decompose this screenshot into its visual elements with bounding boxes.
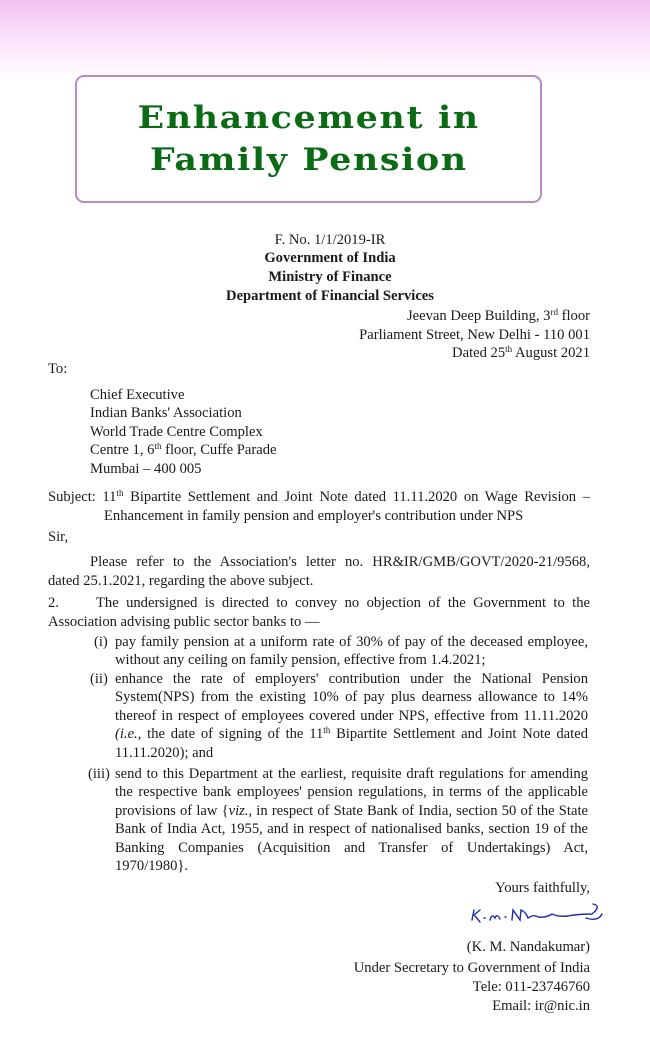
address-line-1: Jeevan Deep Building, 3rd floor xyxy=(406,307,590,324)
recipient-line: Chief Executive xyxy=(90,387,185,403)
item-line: enhance the rate of employers' contribution under the National Pension xyxy=(115,671,588,687)
government-heading: Government of India xyxy=(264,250,396,266)
item-line: send to this Department at the earliest, requisite draft regulations for amending xyxy=(115,766,588,782)
paragraph-2-line: The undersigned is directed to convey no objection of the Government to the xyxy=(96,595,590,611)
title-banner xyxy=(75,75,542,203)
paragraph-2-number: 2. xyxy=(48,595,59,611)
paragraph-1-line: dated 25.1.2021, regarding the above subject. xyxy=(48,573,314,589)
recipient-city: Mumbai – 400 005 xyxy=(90,461,202,477)
subject-line-2: Enhancement in family pension and employer's contribution under NPS xyxy=(104,508,524,524)
address-line-2: Parliament Street, New Delhi - 110 001 xyxy=(359,327,590,343)
item-line: System(NPS) from the existing 10% of pay plus dearness allowance to 14% xyxy=(115,689,588,705)
banner-title-line-2: Family Pension xyxy=(149,142,468,178)
recipient-line: Centre 1, 6th floor, Cuffe Parade xyxy=(90,441,277,458)
signatory-name: (K. M. Nandakumar) xyxy=(466,939,590,955)
item-marker: (ii) xyxy=(90,671,108,687)
item-line: pay family pension at a uniform rate of 30% of pay of the deceased employee, xyxy=(115,634,588,650)
valediction: Yours faithfully, xyxy=(495,880,590,896)
signature xyxy=(468,898,608,928)
department-heading: Department of Financial Services xyxy=(226,288,434,304)
recipient-line: Indian Banks' Association xyxy=(90,405,242,421)
header-gradient-band xyxy=(0,0,650,80)
item-line: provisions of law {viz., in respect of State Bank of India, section 50 of the State xyxy=(115,803,588,819)
paragraph-2-line: Association advising public sector banks to — xyxy=(48,614,320,630)
item-line: 1970/1980}. xyxy=(115,858,189,874)
ministry-heading: Ministry of Finance xyxy=(268,269,392,285)
banner-title-line-1: Enhancement in xyxy=(137,100,480,136)
item-line: 11.11.2020); and xyxy=(115,745,214,761)
subject-line-1: Subject: 11th Bipartite Settlement and Joint Note dated 11.11.2020 on Wage Revision – xyxy=(48,488,590,505)
letter-date: Dated 25th August 2021 xyxy=(452,344,590,361)
item-marker: (iii) xyxy=(88,766,110,782)
salutation: Sir, xyxy=(48,529,69,545)
to-label: To: xyxy=(48,361,68,377)
item-line: without any ceiling on family pension, effective from 1.4.2021; xyxy=(115,652,486,668)
item-line: Banking Companies (Acquisition and Transfer of Undertakings) Act, xyxy=(115,840,588,856)
paragraph-1-line: Please refer to the Association's letter no. HR&IR/GMB/GOVT/2020-21/9568, xyxy=(90,554,590,570)
recipient-line: World Trade Centre Complex xyxy=(90,424,263,440)
signatory-designation: Under Secretary to Government of India xyxy=(353,960,590,976)
item-line: thereof in respect of employees covered under NPS, effective from 11.11.2020 xyxy=(115,708,588,724)
item-line: (i.e., the date of signing of the 11th Bipartite Settlement and Joint Note dated xyxy=(115,725,588,742)
signatory-email: Email: ir@nic.in xyxy=(492,998,590,1014)
item-line: Bank of India Act, 1955, and in respect of nationalised banks, section 19 of the xyxy=(115,821,588,837)
signatory-phone: Tele: 011-23746760 xyxy=(472,979,590,995)
item-line: the respective bank employees' pension regulations, in terms of the applicable xyxy=(115,784,588,800)
file-number: F. No. 1/1/2019-IR xyxy=(274,232,386,248)
item-marker: (i) xyxy=(94,634,108,650)
